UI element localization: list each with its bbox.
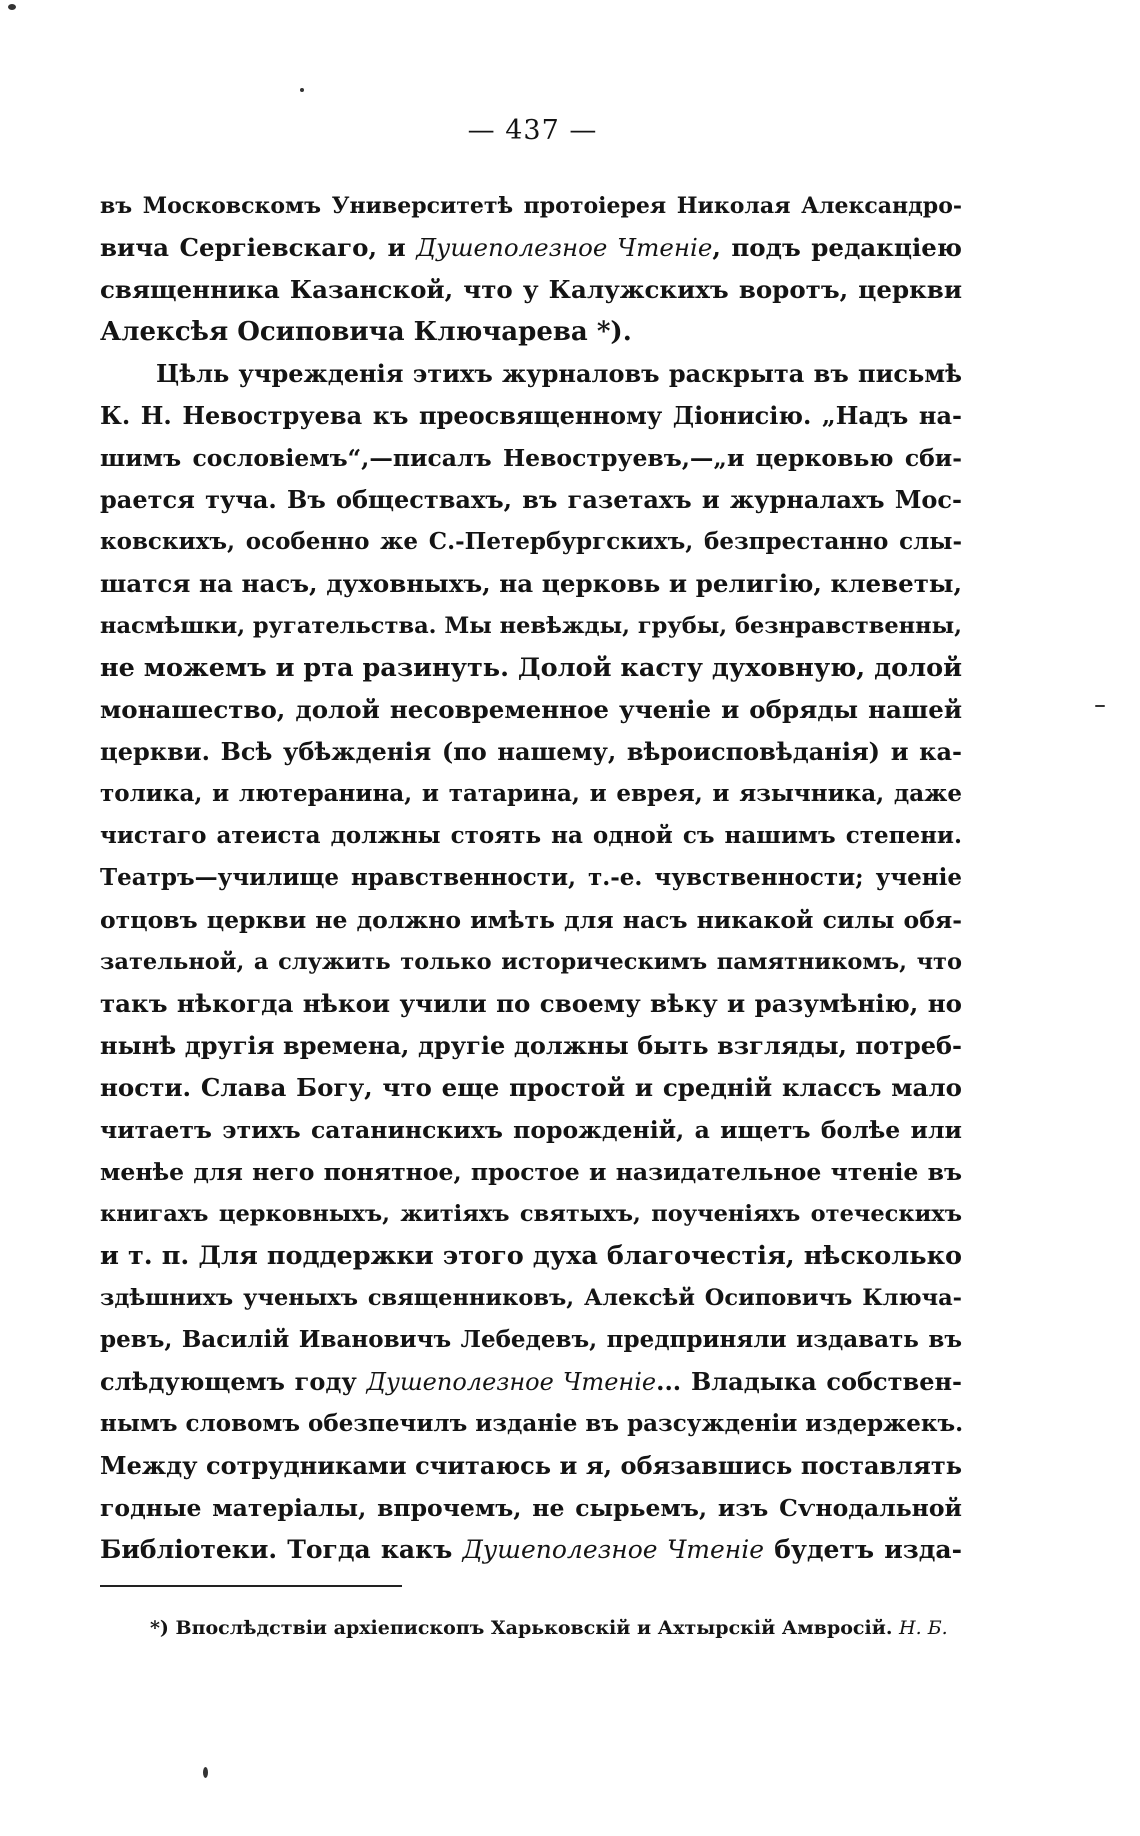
footnote-signature: Н. Б. [899, 1617, 948, 1639]
line-text: нымъ словомъ обезпечилъ изданіе въ разсужденіи издержекъ. [100, 1410, 964, 1437]
text-line [100, 437, 962, 479]
footnote [150, 1617, 962, 1639]
body-text [100, 185, 962, 1571]
text-line [100, 605, 962, 647]
page-number: — 437 — [467, 115, 598, 146]
text-line [100, 1193, 962, 1235]
scan-speck [300, 88, 304, 92]
text-line [100, 563, 962, 605]
line-text: чистаго атеиста должны стоять на одной съ нашимъ степени. [100, 822, 962, 849]
line-text: здѣшнихъ ученыхъ священниковъ, Алексѣй Осиповичъ Ключа- [100, 1285, 962, 1311]
line-text: шатся на насъ, духовныхъ, на церковь и религію, клеветы, [100, 569, 962, 598]
text-line [100, 1403, 962, 1445]
line-text: и т. п. Для поддержки этого духа благочестія, нѣсколько [100, 1241, 962, 1271]
text-line [100, 479, 962, 521]
line-text: Цѣль учрежденія этихъ журналовъ раскрыта въ письмѣ [156, 359, 962, 388]
text-line [100, 1445, 962, 1487]
scan-speck [203, 1767, 208, 1778]
journal-title: Душеполезное Чтеніе [462, 1535, 765, 1564]
line-text: нынѣ другія времена, другіе должны быть взгляды, потреб- [100, 1031, 962, 1060]
text-line [100, 647, 962, 689]
text-line [100, 1151, 962, 1193]
text-line [100, 731, 962, 773]
text-line [100, 1487, 962, 1529]
scan-speck [1095, 705, 1105, 707]
line-text: такъ нѣкогда нѣкои учили по своему вѣку и разумѣнію, но [100, 989, 962, 1018]
line-text: шимъ сословіемъ“,—писалъ Невоструевъ,—„и церковью сби- [100, 444, 962, 472]
line-text: зательной, а служить только историческимъ памятникомъ, что [100, 949, 962, 975]
text-line [100, 1109, 962, 1151]
text-line [100, 689, 962, 731]
text-line [100, 353, 962, 395]
line-text: ковскихъ, особенно же С.-Петербургскихъ, безпрестанно слы- [100, 528, 962, 555]
line-text: читаетъ этихъ сатанинскихъ порожденій, а ищетъ болѣе или [100, 1116, 962, 1144]
journal-title: Душеполезное Чтеніе [366, 1368, 657, 1396]
line-text: годные матеріалы, впрочемъ, не сырьемъ, изъ Сѵнодальной [100, 1494, 962, 1522]
line-text: насмѣшки, ругательства. Мы невѣжды, грубы, безнравственны, [100, 613, 962, 639]
text-line [100, 269, 962, 311]
text-line [100, 815, 962, 857]
line-text: Алексѣя Осиповича Ключарева *). [100, 317, 632, 347]
text-line [100, 521, 962, 563]
text-line [100, 1067, 962, 1109]
footnote-divider [100, 1585, 402, 1587]
line-text: Между сотрудниками считаюсь и я, обязавшись поставлять [100, 1451, 962, 1480]
line-text: ревъ, Василій Ивановичъ Лебедевъ, предприняли издавать въ [100, 1326, 962, 1353]
line-text-after: , подъ редакціею [712, 233, 962, 262]
line-text: рается туча. Въ обществахъ, въ газетахъ и журналахъ Мос- [100, 485, 962, 514]
scan-speck [8, 4, 16, 10]
line-text: ности. Слава Богу, что еще простой и средній классъ мало [100, 1073, 962, 1102]
line-text: К. Н. Невоструева къ преосвященному Діонисію. „Надъ на- [100, 401, 962, 430]
text-line [100, 1319, 962, 1361]
text-line [100, 395, 962, 437]
line-text: вича Сергіевскаго, и [100, 233, 417, 262]
text-line [100, 1529, 962, 1571]
text-line [100, 899, 962, 941]
line-text: Театръ—училище нравственности, т.-е. чувственности; ученіе [100, 864, 962, 891]
line-text: не можемъ и рта разинуть. Долой касту духовную, долой [100, 653, 962, 683]
text-line [100, 1277, 962, 1319]
text-line [100, 1361, 962, 1403]
line-text-after: ... Владыка собствен- [656, 1367, 963, 1396]
line-text: отцовъ церкви не должно имѣть для насъ никакой силы обя- [100, 906, 962, 934]
journal-title: Душеполезное Чтеніе [416, 233, 713, 262]
text-line [100, 983, 962, 1025]
text-line [100, 773, 962, 815]
line-text: толика, и лютеранина, и татарина, и еврея, и язычника, даже [100, 780, 962, 807]
line-text: Библіотеки. Тогда какъ [100, 1535, 463, 1564]
text-line [100, 227, 962, 269]
line-text-after: будетъ изда- [764, 1535, 962, 1564]
line-text: священника Казанской, что у Калужскихъ воротъ, церкви [100, 275, 962, 304]
text-line [100, 185, 962, 227]
line-text: въ Московскомъ Университетѣ протоіерея Николая Александро- [100, 193, 962, 219]
line-text: слѣдующемъ году [100, 1367, 367, 1396]
text-line [100, 1235, 962, 1277]
line-text: монашество, долой несовременное ученіе и обряды нашей [100, 695, 962, 724]
line-text: менѣе для него понятное, простое и назидательное чтеніе въ [100, 1158, 962, 1186]
text-line [100, 941, 962, 983]
text-line [100, 1025, 962, 1067]
footnote-text: *) Впослѣдствіи архіепископъ Харьковскій и Ахтырскій Амвросій. [150, 1617, 900, 1639]
text-line [100, 311, 962, 353]
line-text: церкви. Всѣ убѣжденія (по нашему, вѣроисповѣданія) и ка- [100, 737, 962, 766]
text-line [100, 857, 962, 899]
line-text: книгахъ церковныхъ, житіяхъ святыхъ, поученіяхъ отеческихъ [100, 1201, 962, 1227]
